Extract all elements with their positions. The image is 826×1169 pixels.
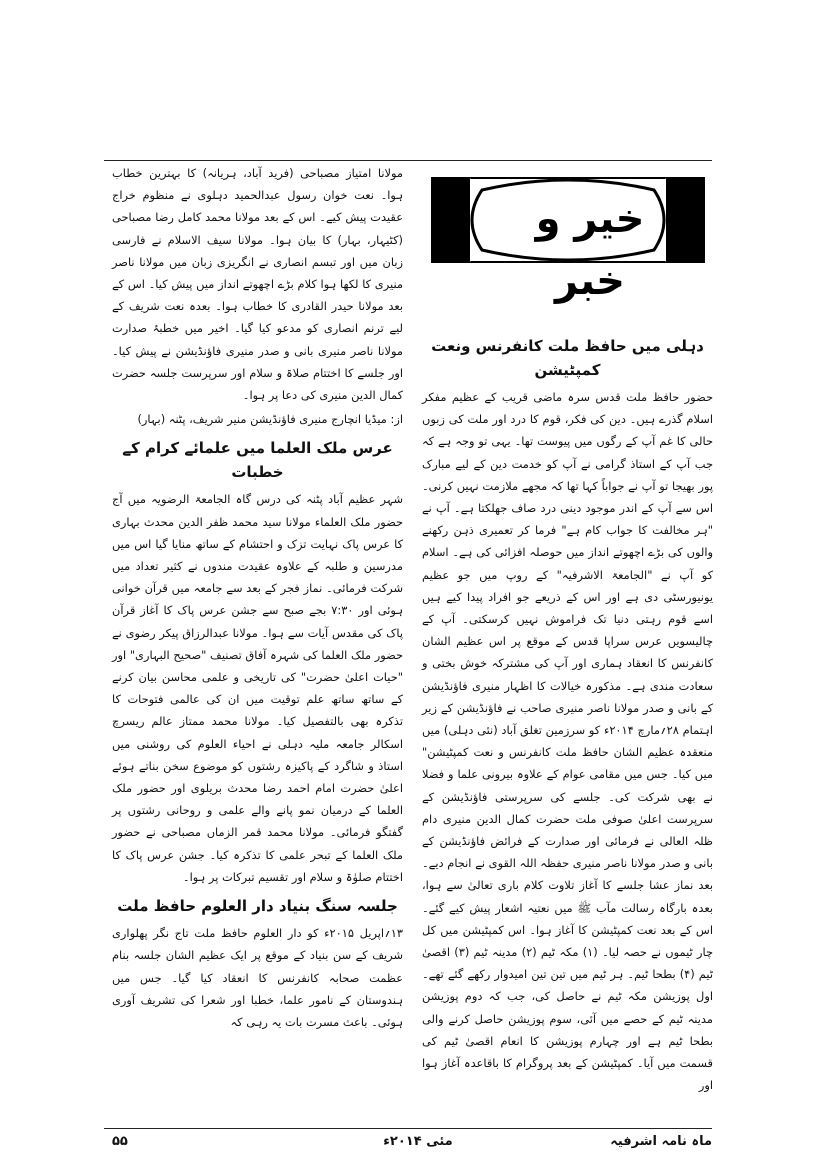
footer-magazine-name: ماہ نامہ اشرفیہ (610, 1134, 712, 1149)
article-heading-urs: عرس ملک العلما میں علمائے کرام کے خطبات (122, 439, 393, 482)
bottom-rule (104, 1128, 712, 1129)
article-body-conference: حضور حافظ ملت قدس سرہ ماضی قریب کے عظیم مفکر اسلام گذرے ہیں۔ دین کی فکر، قوم کا درد اور ملت کی زبوں حالی کا غم آپ کے رگوں میں پیوست تھا۔ یہی تو وجہ ہے کہ جب آپ کے استاذ گرامی نے آپ کو خدمت دین کے لیے مبارک پور بھیجا تو آپ نے جواباً کہا تھا کہ مجھے ملازمت نہیں کرنی۔ اس سے آپ کے اندر موجود دینی درد صاف جھلکتا ہے۔ آپ نے "ہر مخالفت کا جواب کام ہے" فرما کر تعمیری ذہن رکھنے والوں کی بڑے اچھوتے انداز میں حوصلہ افزائی کی ہے۔ اسلام کو آپ نے "الجامعۃ الاشرفیہ" کے روپ میں جو عظیم یونیورسٹی دی ہے اور اس کے ذریعے جو افراد پیدا کیے ہیں اسے قوم رہتی دنیا تک فراموش نہیں کرسکتی۔ آپ کے چالیسویں عرس سراپا قدس کے موقع پر اس عظیم الشان کانفرنس کا انعقاد ہماری اور آپ کی مشترکہ خوش بختی و سعادت مندی ہے۔ مذکورہ خیالات کا اظہار منیری فاؤنڈیشن کے بانی و صدر مولانا ناصر منیری صاحب نے فاؤنڈیشن کے زیر اہتمام ۲۸؍مارچ ۲۰۱۴ء کو سرزمین تغلق آباد (نئی دہلی) میں منعقدہ عظیم الشان حافظ ملت کانفرنس و نعت کمپٹیشن" میں کیا۔ جس میں مقامی عوام کے علاوہ بیرونی علما و فضلا نے بھی شرکت کی۔ جلسے کی سرپرستی فاؤنڈیشن کے سرپرست اعلیٰ صوفی ملت حضرت کمال الدین منیری دام ظلہ العالی نے فرمائی اور صدارت کے فرائض فاؤنڈیشن کے بانی و صدر مولانا ناصر منیری حفظہ اللہ القوی نے انجام دیے۔ بعد نماز عشا جلسے کا آغاز تلاوت کلام باری تعالیٰ سے ہوا، بعدہ بارگاہ رسالت مآب ﷺ میں نعتیہ اشعار پیش کیے گئے۔ اس کے بعد نعت کمپٹیشن کا آغاز ہوا۔ اس کمپٹیشن میں کل چار ٹیموں نے حصہ لیا۔ (۱) مکہ ٹیم (۲) مدینہ ٹیم (۳) اقصیٰ ٹیم (۴) بطحا ٹیم۔ ہر ٹیم میں تین تین امیدوار رکھے گئے تھے۔ اول پوزیشن مکہ ٹیم نے حاصل کی، جب کہ دوم پوزیشن مدینہ ٹیم کے حصے میں آئی، سوم پوزیشن حاصل کرنے والی بطحا ٹیم ہے اور چہارم پوزیشن کا انعام اقصیٰ ٹیم کی قسمت میں آیا۔ کمپٹیشن کے بعد پروگرام کا باقاعدہ آغاز ہوا اور (422, 390, 714, 1093)
article-body-urs: شہر عظیم آباد پٹنہ کی درس گاہ الجامعۃ الرضویہ میں آج حضور ملک العلماء مولانا سید محمد ظفر الدین محدث بہاری کا عرس پاک نہایت تزک و احتشام کے ساتھ منایا گیا اس میں مدرسین و طلبہ کے علاوہ عقیدت مندوں نے کثیر تعداد میں شرکت فرمائی۔ نماز فجر کے بعد سے جامعہ میں قرآن خوانی ہوئی اور ۷:۳۰ بجے صبح سے جشن عرس پاک کا آغاز قرآن پاک کی مقدس آیات سے ہوا۔ مولانا عبدالرزاق پیکر رضوی نے حضور ملک العلما کی شہرہ آفاق تصنیف "صحیح البہاری" اور "حیات اعلیٰ حضرت" کی تاریخی و علمی محاسن بیان کرنے کے ساتھ ساتھ علم توقیت میں ان کی عالمی فتوحات کا تذکرہ بھی بالتفصیل کیا۔ مولانا محمد ممتاز عالم ریسرچ اسکالر جامعہ ملیہ دہلی نے احیاء العلوم کی روشنی میں استاذ و شاگرد کے پاکیزہ رشتوں کو موضوع سخن بناتے ہوئے اعلیٰ حضرت امام احمد رضا محدث بریلوی اور حضور ملک العلما کے درمیان نمو پانے والے علمی و روحانی رشتوں پر گفتگو فرمائی۔ مولانا محمد قمر الزماں مصباحی نے حضور ملک العلما کے تبحر علمی کا تذکرہ کیا۔ جشن عرس پاک کا اختتام صلوٰۃ و سلام اور تقسیم تبرکات پر ہوا۔ (112, 492, 403, 884)
footer-date: مئی ۲۰۱۴ء (383, 1134, 453, 1149)
article-source: از: میڈیا انچارج منیری فاؤنڈیشن منیر شریف، پٹنہ (بہار) (137, 412, 403, 427)
article-heading-foundation: جلسہ سنگ بنیاد دار العلوم حافظ ملت (117, 897, 398, 916)
left-column (112, 162, 403, 1033)
article-body-foundation: ۱۳؍اپریل ۲۰۱۵ء کو دار العلوم حافظ ملت تاج نگر پھلواری شریف کے سن بنیاد کے موقع پر ایک عظیم الشان جلسہ بنام عظمت صحابہ کانفرنس کا انعقاد کیا گیا۔ جس میں ہندوستان کے نامور علما، خطبا اور شعرا کی تشریف آوری ہوئی۔ باعث مسرت بات یہ رہی کہ (112, 926, 403, 1029)
article-continuation: مولانا امتیاز مصباحی (فرید آباد، ہریانہ) کا بہترین خطاب ہوا۔ نعت خوان رسول عبدالحمید دہلوی نے منظوم خراج عقیدت پیش کیے۔ اس کے بعد مولانا محمد کامل رضا مصباحی (کٹیہار، بہار) کا بیان ہوا۔ مولانا سیف الاسلام نے فارسی زبان میں اور تبسم انصاری نے انگریزی زبان میں مولانا ناصر منیری کا لکھا ہوا کلام بڑے اچھوتے انداز میں پیش کیا۔ اس کے بعد مولانا حیدر القادری کا خطاب ہوا۔ بعدہ نعت شریف کے لیے ترنم انصاری کو مدعو کیا گیا۔ اخیر میں خطبۂ صدارت مولانا ناصر منیری بانی و صدر منیری فاؤنڈیشن نے پیش کیا۔ اور جلسے کا اختتام صلاۃ و سلام اور سرپرست جلسہ حضرت کمال الدین منیری کی دعا پر ہوا۔ (112, 166, 403, 403)
banner-title: خیر و خبر (535, 196, 645, 304)
footer-page-number: ۵۵ (112, 1134, 128, 1149)
top-rule (104, 160, 712, 161)
right-column (422, 334, 713, 1097)
article-heading-conference: دہلی میں حافظ ملت کانفرنس ونعت کمپٹیشن (431, 337, 704, 379)
